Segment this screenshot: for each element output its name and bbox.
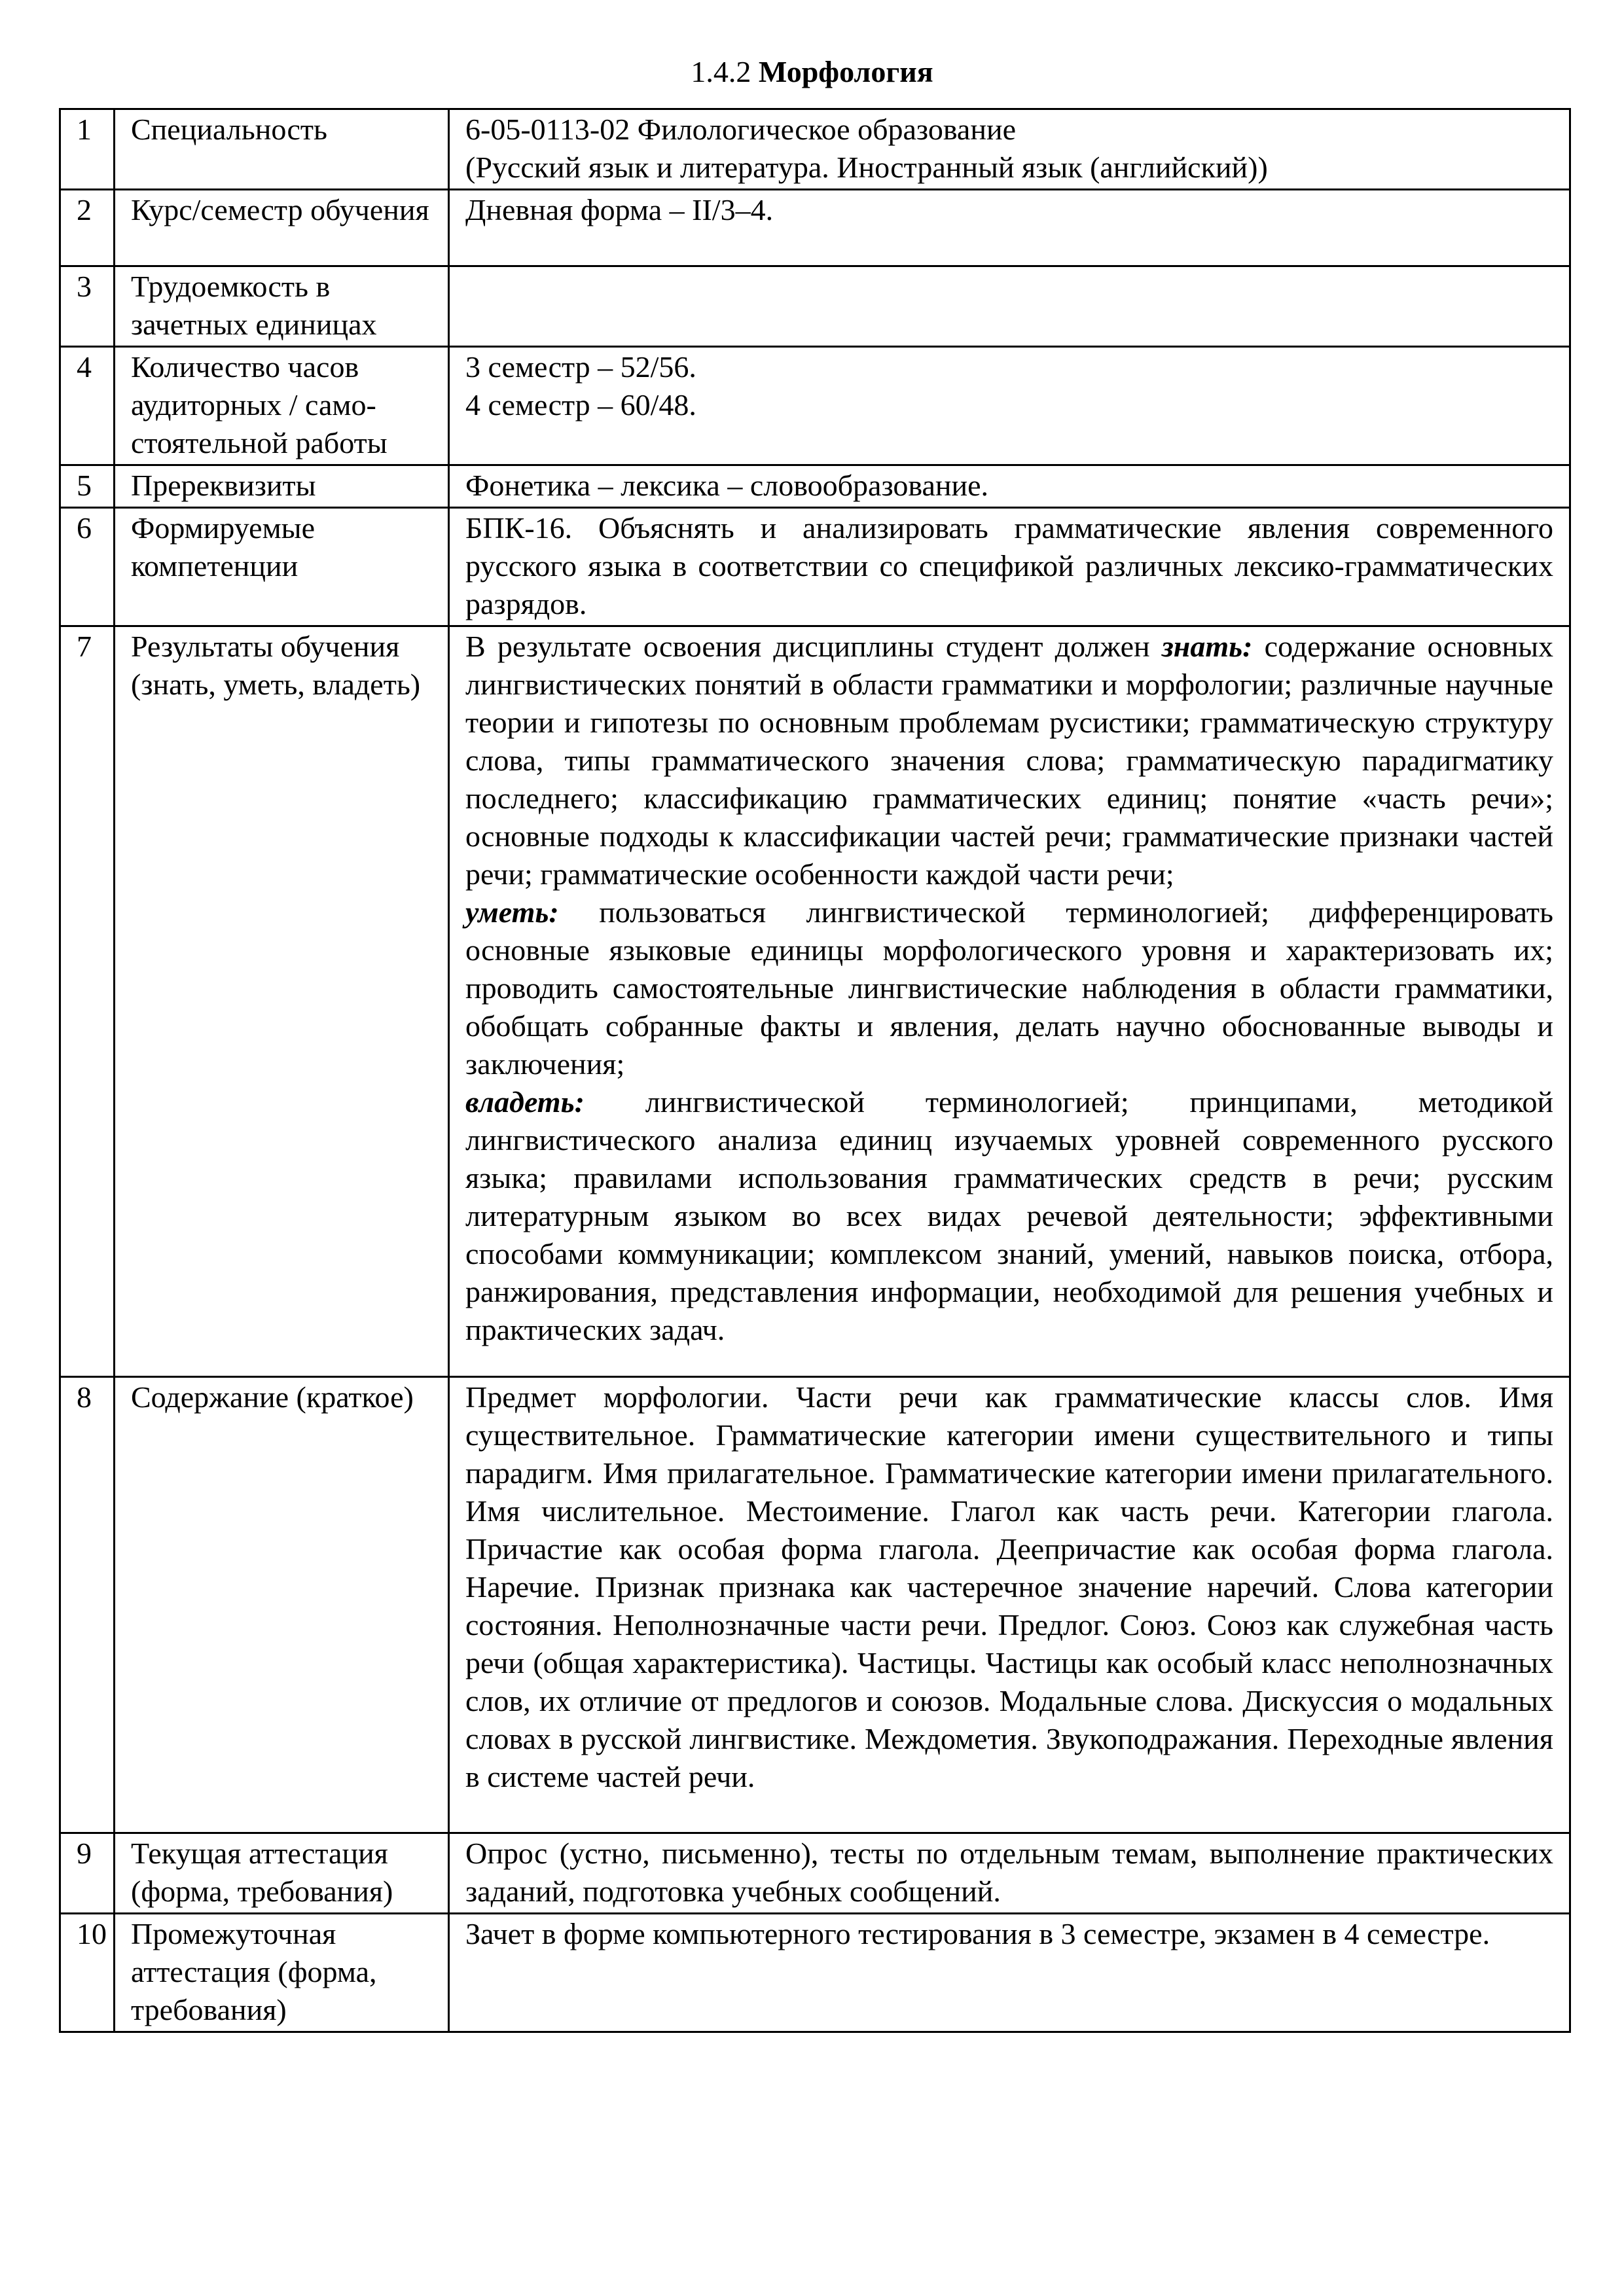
- table-row: [60, 266, 1570, 347]
- learning-outcomes-intro: В результате освоения дисциплины студент должен: [465, 630, 1150, 663]
- value-line: 6-05-0113-02 Филологическое образование: [465, 113, 1017, 146]
- row-label: Промежуточная аттестация (форма, требования): [115, 1914, 449, 2032]
- row-label: Результаты обучения (знать, уметь, владеть): [115, 626, 449, 1377]
- learning-outcomes-master: [465, 1083, 1553, 1349]
- able-keyword: уметь:: [465, 895, 559, 929]
- row-number: 7: [60, 626, 115, 1377]
- table-row: [60, 626, 1570, 1377]
- table-row: [60, 109, 1570, 190]
- row-value: [449, 109, 1570, 190]
- page-title: [0, 52, 1624, 92]
- row-value: Дневная форма – II/3–4.: [449, 190, 1570, 266]
- table-row: [60, 190, 1570, 266]
- row-label: Трудоемкость в зачетных единицах: [115, 266, 449, 347]
- table-row: [60, 1914, 1570, 2032]
- table-row: [60, 1833, 1570, 1914]
- learning-outcomes-know: [465, 628, 1553, 893]
- row-label: Количество часов аудиторных / само-стоятельной работы: [115, 347, 449, 465]
- table-row: [60, 508, 1570, 626]
- info-table: [59, 108, 1571, 2033]
- row-number: 9: [60, 1833, 115, 1914]
- row-value: БПК-16. Объяснять и анализировать грамматические явления современного русского языка в соответствии со спецификой различных лексико-грамматических разрядов.: [449, 508, 1570, 626]
- table-row: [60, 347, 1570, 465]
- row-label: Содержание (краткое): [115, 1377, 449, 1833]
- row-label: Специальность: [115, 109, 449, 190]
- row-label: Пререквизиты: [115, 465, 449, 508]
- row-value: Опрос (устно, письменно), тесты по отдельным темам, выполнение практических заданий, подготовка учебных сообщений.: [449, 1833, 1570, 1914]
- row-label: Текущая аттестация (форма, требования): [115, 1833, 449, 1914]
- know-keyword: знать:: [1161, 630, 1253, 663]
- value-line: 3 семестр – 52/56.: [465, 350, 696, 384]
- row-value: Зачет в форме компьютерного тестирования в 3 семестре, экзамен в 4 семестре.: [449, 1914, 1570, 2032]
- row-number: 1: [60, 109, 115, 190]
- value-line: 4 семестр – 60/48.: [465, 388, 696, 422]
- row-number: 4: [60, 347, 115, 465]
- row-label: Курс/семестр обучения: [115, 190, 449, 266]
- row-value: [449, 626, 1570, 1377]
- learning-outcomes-able: [465, 893, 1553, 1083]
- row-number: 6: [60, 508, 115, 626]
- master-keyword: владеть:: [465, 1085, 585, 1119]
- row-value: Предмет морфологии. Части речи как грамматические классы слов. Имя существительное. Грамматические категории имени существительного и типы парадигм. Имя прилагательное. Грамматические категории имени прилагательного. Имя числительное. Местоимение. Глагол как часть речи. Категории глагола. Причастие как особая форма глагола. Деепричастие как особая форма глагола. Наречие. Признак признака как частеречное значение наречий. Слова категории состояния. Неполнозначные части речи. Предлог. Союз. Союз как служебная часть речи (общая характеристика). Частицы. Частицы как особый класс неполнозначных слов, их отличие от предлогов и союзов. Модальные слова. Дискуссия о модальных словах в русской лингвистике. Междометия. Звукоподражания. Переходные явления в системе частей речи.: [449, 1377, 1570, 1833]
- row-value: [449, 347, 1570, 465]
- able-text: пользоваться лингвистической терминологией; дифференцировать основные языковые единицы морфологического уровня и характеризовать их; проводить самостоятельные лингвистические наблюдения в области грамматики, обобщать собранные факты и явления, делать научно обоснованные выводы и заключения;: [465, 895, 1553, 1081]
- title-name: Морфология: [758, 55, 933, 88]
- row-number: 10: [60, 1914, 115, 2032]
- title-number: 1.4.2: [691, 55, 751, 88]
- row-label: Формируемые компетенции: [115, 508, 449, 626]
- master-text: лингвистической терминологией; принципами, методикой лингвистического анализа единиц изучаемых уровней современного русского языка; правилами использования грамматических средств в речи; русским литературным языком во всех видах речевой деятельности; эффективными способами коммуникации; комплексом знаний, умений, навыков поиска, отбора, ранжирования, представления информации, необходимой для решения учебных и практических задач.: [465, 1085, 1553, 1346]
- row-number: 2: [60, 190, 115, 266]
- row-value: [449, 266, 1570, 347]
- row-number: 5: [60, 465, 115, 508]
- table-row: [60, 465, 1570, 508]
- row-number: 8: [60, 1377, 115, 1833]
- know-text: содержание основных лингвистических понятий в области грамматики и морфологии; различные научные теории и гипотезы по основным проблемам русистики; грамматическую структуру слова, типы грамматического значения слова; грамматическую парадигматику последнего; классификацию грамматических единиц; понятие «часть речи»; основные подходы к классификации частей речи; грамматические признаки частей речи; грамматические особенности каждой части речи;: [465, 630, 1554, 891]
- table-row: [60, 1377, 1570, 1833]
- row-value: Фонетика – лексика – словообразование.: [449, 465, 1570, 508]
- value-line: (Русский язык и литература. Иностранный язык (английский)): [465, 151, 1268, 184]
- row-number: 3: [60, 266, 115, 347]
